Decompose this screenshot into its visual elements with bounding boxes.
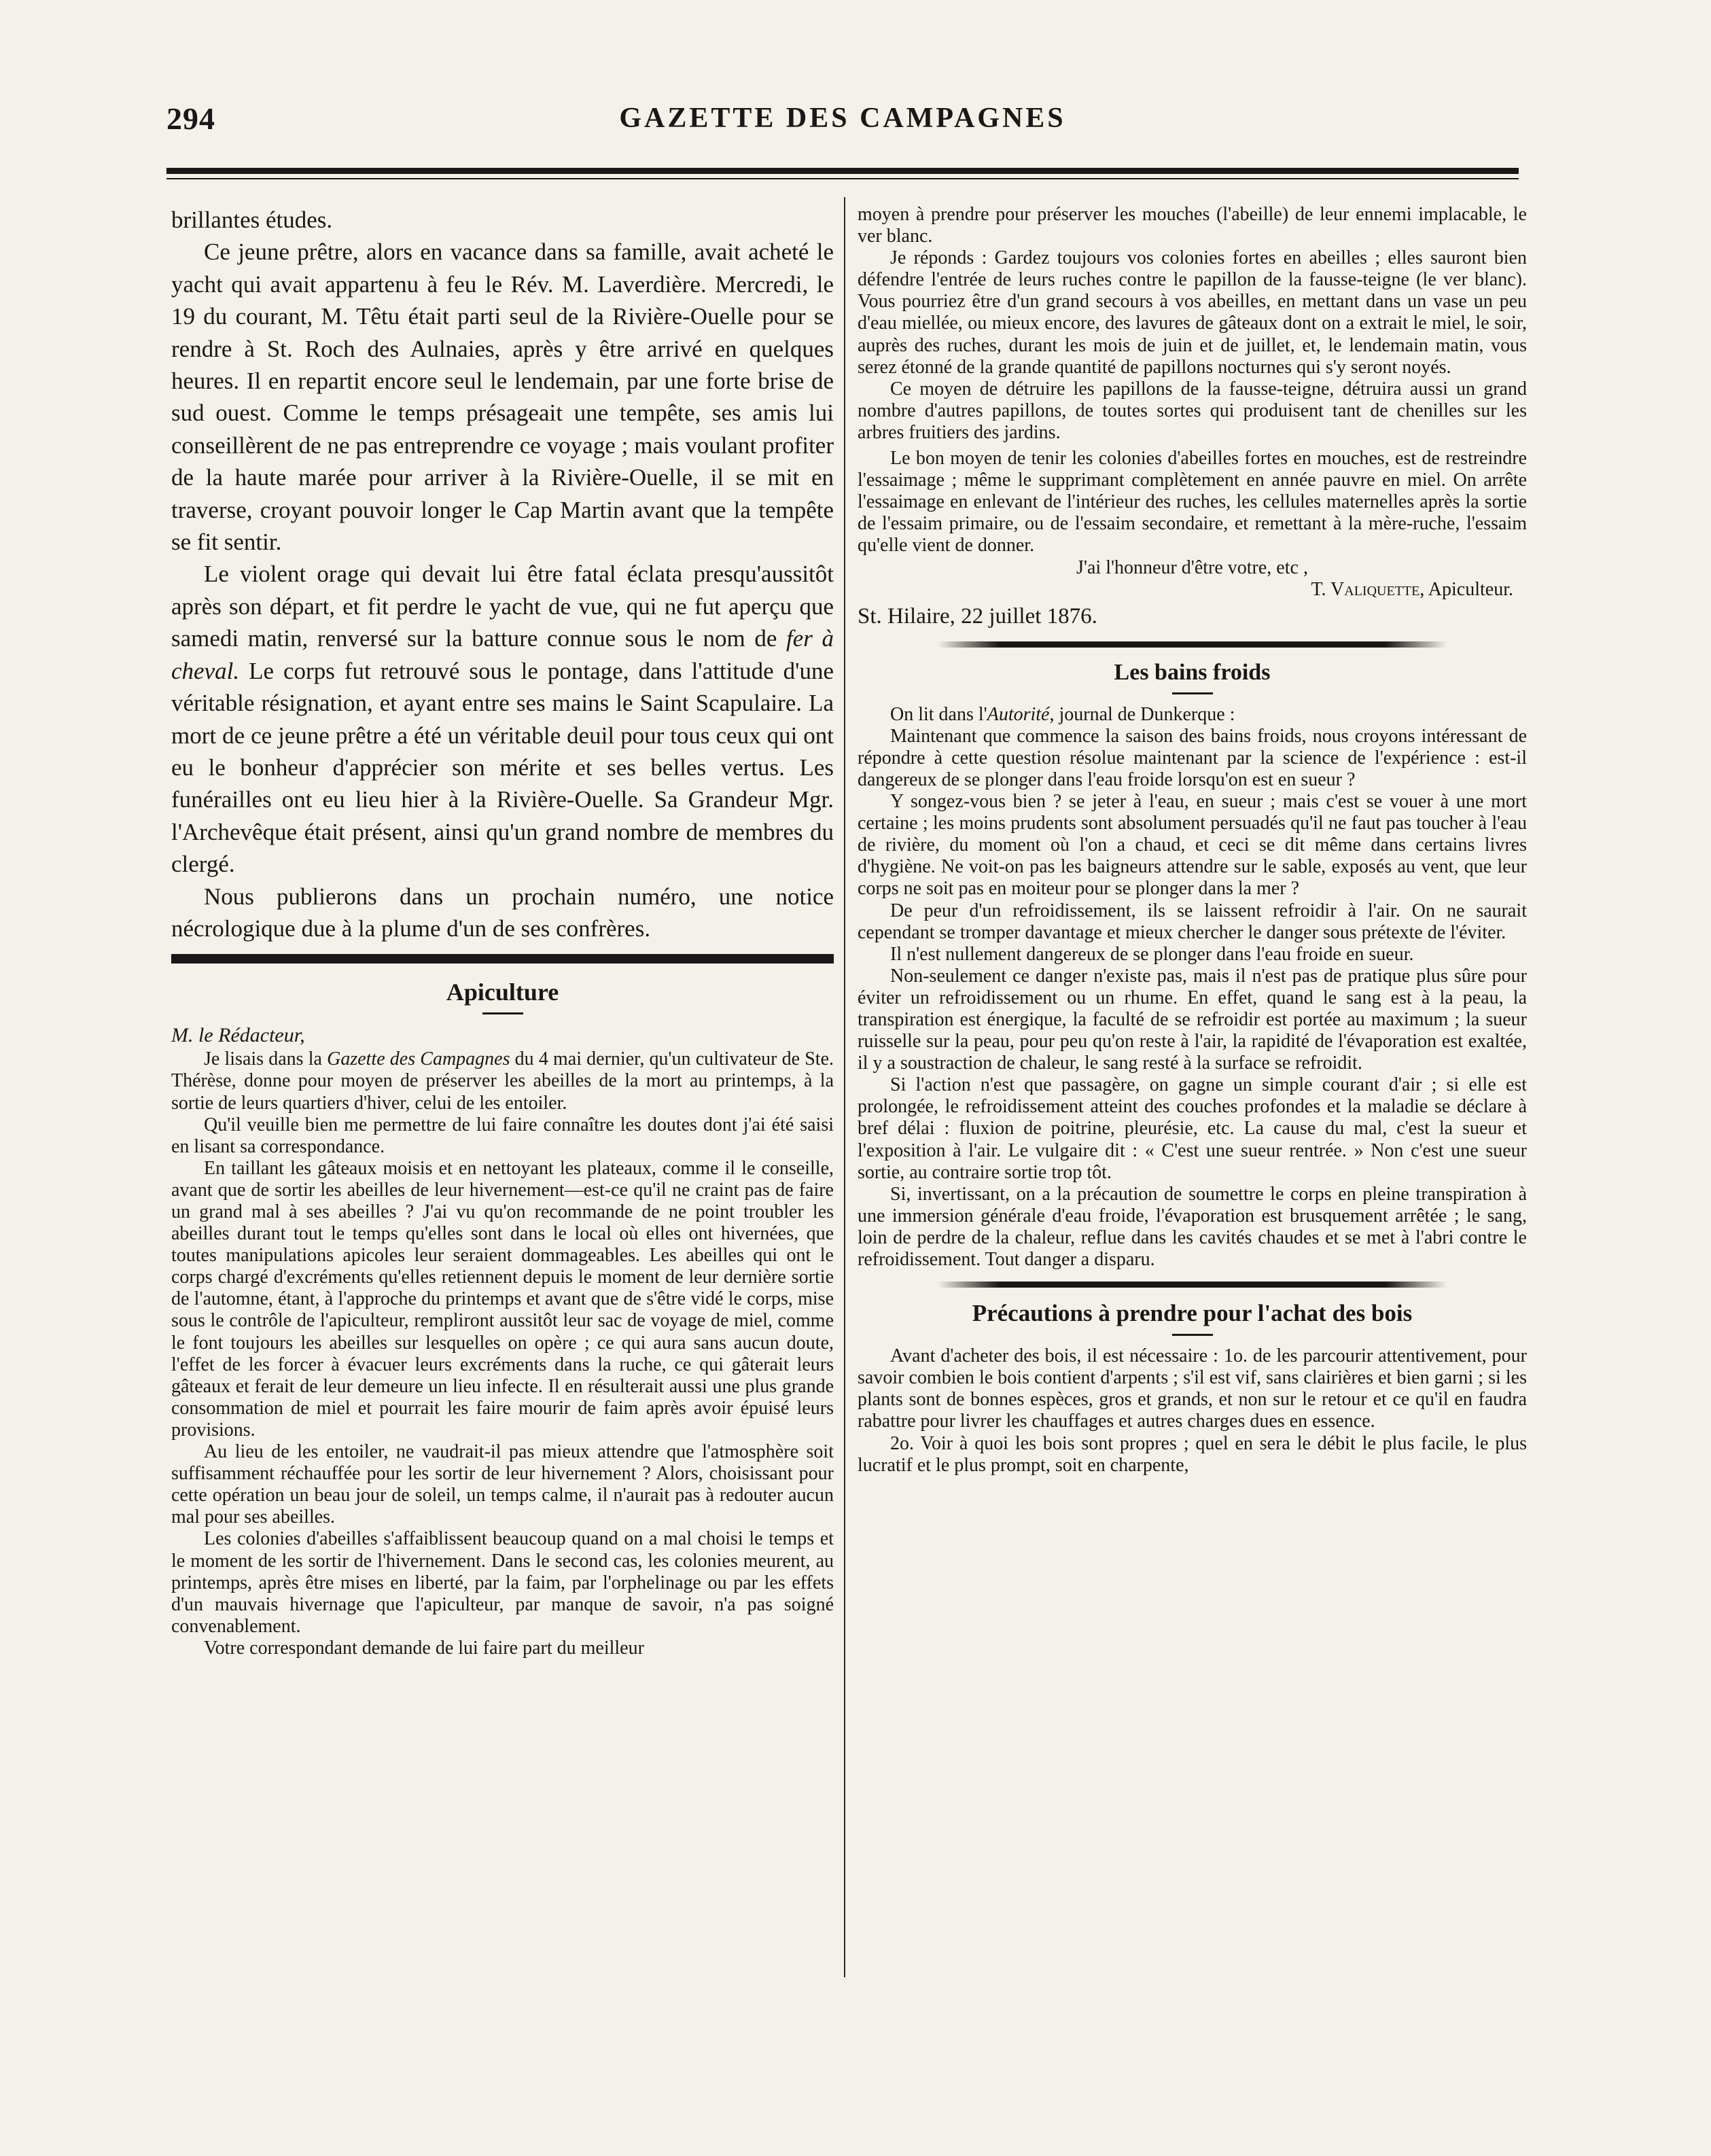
apiculture-article — [171, 974, 834, 1659]
paragraph: Au lieu de les entoiler, ne vaudrait-il pas mieux attendre que l'atmosphère soit suffisamment réchauffée pour les sortir de leur hivernement ? Alors, choisissant pour cette opération un beau jour de soleil, un temps calme, il n'aurait pas à redouter aucun mal pour ses abeilles. — [171, 1441, 834, 1528]
paragraph: Si l'action n'est que passagère, on gagne un simple courant d'air ; si elle est prolongée, le refroidissement atteint des couches profondes et la maladie se déclare à bref délai : fluxion de poitrine, pleurésie, etc. La cause du mal, c'est la sueur et l'exposition à l'air. Le vulgaire dit : « C'est une sueur rentrée. » Non c'est une sueur sortie, au contraire sortie trop tôt. — [858, 1074, 1527, 1183]
page-header — [166, 95, 1519, 149]
paragraph: Maintenant que commence la saison des bains froids, nous croyons intéressant de répondre à cette question résolue maintenant par la science de l'expérience : est-il dangereux de se plonger dans l'eau froide lorsqu'on est en sueur ? — [858, 725, 1527, 790]
paragraph: Non-seulement ce danger n'existe pas, mais il n'est pas de pratique plus sûre pour éviter un refroidissement ou un rhume. En effet, quand le sang est à la peau, la transpiration est énergique, la faculté de se refroidir est portée au maximum ; la sueur ruisselle sur la peau, pour peu qu'on reste à l'air, la rapidité de l'évaporation est exaltée, il y a soustraction de chaleur, le sang resté à la surface se refroidit. — [858, 965, 1527, 1074]
paragraph: Je réponds : Gardez toujours vos colonies fortes en abeilles ; elles sauront bien défendre l'entrée de leurs ruches contre le papillon de la fausse-teigne (le ver blanc). Vous pourriez être d'un grand secours à vos abeilles, en mettant dans un vase un peu d'eau miellée, ou mieux encore, des lavures de gâteaux dont on a extrait le miel, le soir, auprès des ruches, durant les mois de juin et de juillet, et, le lendemain matin, vous serez étonné de la grande quantité de papillons nocturnes qui s'y seront noyés. — [858, 247, 1527, 378]
paragraph: Y songez-vous bien ? se jeter à l'eau, en sueur ; mais c'est se vouer à une mort certaine ; les moins prudents sont absolument persuadés qu'il ne faut pas toucher à l'eau de rivière, du moment où l'on a chaud, et ceci se dit même dans certains livres d'hygiène. Ne voit-on pas les baigneurs attendre sur le sable, exposés au vent, que leur corps ne soit pas en moiteur pour se plonger dans la mer ? — [858, 791, 1527, 900]
paragraph: Qu'il veuille bien me permettre de lui faire connaître les doutes dont j'ai été saisi en lisant sa correspondance. — [171, 1114, 834, 1157]
left-column — [171, 204, 834, 1659]
paragraph: On lit dans l'Autorité, journal de Dunkerque : — [890, 703, 1235, 725]
paragraph: brillantes études. — [171, 207, 333, 233]
right-column — [858, 204, 1527, 1477]
paragraph: Si, invertissant, on a la précaution de soumettre le corps en pleine transpiration à une immersion générale d'eau froide, l'évaporation est brusquement arrêtée ; le sang, loin de perdre de la chaleur, reflue dans les cavités chaudes et se met à l'abri contre le refroidissement. Tout danger a disparu. — [858, 1183, 1527, 1271]
paragraph: Ce jeune prêtre, alors en vacance dans sa famille, avait acheté le yacht qui avait appartenu à feu le Rév. M. Laverdière. Mercredi, le 19 du courant, M. Têtu était parti seul de la Rivière-Ouelle pour se rendre à St. Roch des Aulnaies, après y être arrivé en quelques heures. Il en repartit encore seul le lendemain, par une forte brise de sud ouest. Comme le temps présageait une tempête, ses amis lui conseillèrent de ne pas entreprendre ce voyage ; mais voulant profiter de la haute marée pour arriver à la Rivière-Ouelle, il se mit en traverse, croyant pouvoir longer le Cap Martin avant que la tempête se fit sentir. — [171, 238, 834, 556]
paragraph: Avant d'acheter des bois, il est nécessaire : 1o. de les parcourir attentivement, pour savoir combien le bois contient d'arpents ; s'il est vif, sans clairières et bien garni ; si les plants sont de bonnes espèces, gros et grands, et non sur le retour et ce qu'il en faudra rabattre pour livrer les chauffages et autres charges dues en essence. — [858, 1345, 1527, 1432]
section-title-achat-bois: Précautions à prendre pour l'achat des bois — [972, 1300, 1413, 1327]
paragraph: Ce moyen de détruire les papillons de la fausse-teigne, détruira aussi un grand nombre d'autres papillons, de toutes sortes qui produisent tant de chenilles sur les arbres fruitiers des jardins. — [858, 378, 1527, 443]
letter-signoff: J'ai l'honneur d'être votre, etc , — [1076, 556, 1308, 578]
paragraph: moyen à prendre pour préserver les mouches (l'abeille) de leur ennemi implacable, le ver blanc. — [858, 204, 1527, 247]
paragraph: Le violent orage qui devait lui être fatal éclata presqu'aussitôt après son départ, et fit perdre le yacht de vue, qui ne fut aperçu que samedi matin, renversé sur la batture connue sous le nom de fer à cheval. Le corps fut retrouvé sous le pontage, dans l'attitude d'une véritable résignation, et ayant entre ses mains le Saint Scapulaire. La mort de ce jeune prêtre a été un véritable deuil pour tous ceux qui ont eu le bonheur d'apprécier son mérite et ses belles vertus. Les funérailles ont eu lieu hier à la Rivière-Ouelle. Sa Grandeur Mgr. l'Archevêque était présent, ainsi qu'un grand nombre de membres du clergé. — [171, 561, 834, 878]
section-separator — [938, 1282, 1447, 1288]
title-dash — [482, 1012, 523, 1014]
paragraph: Votre correspondant demande de lui faire part du meilleur — [204, 1637, 644, 1659]
achat-bois-article — [858, 1296, 1527, 1477]
bains-froids-article — [858, 656, 1527, 1271]
salutation: M. le Rédacteur, — [171, 1024, 305, 1047]
obituary-article — [171, 204, 834, 944]
italic-phrase: Gazette des Campagnes — [327, 1048, 510, 1070]
section-title-bains-froids: Les bains froids — [1114, 659, 1271, 685]
header-rule-thick — [166, 168, 1519, 174]
paragraph: En taillant les gâteaux moisis et en nettoyant les plateaux, comme il le conseille, avant que de sortir les abeilles de leur hivernement—est-ce qu'il ne craint pas de faire un grand mal à ses abeilles ? J'ai vu qu'on recommande de ne point troubler les abeilles durant tout le temps qu'elles sont dans le local où elles ont hivernées, que toutes manipulations apicoles leur seraient dommageables. Les abeilles qui ont le corps chargé d'excréments qu'elles retiennent depuis le moment de leur dernière sortie de l'automne, étant, à l'approche du printemps et avant que de s'être vidé le corps, mise sous le contrôle de l'apiculteur, rempliront aussitôt leur sac de voyage de miel, comme le font toujours les abeilles sur lesquelles on opère ; ce qui aura sans aucun doute, l'effet de les forcer à évacuer leurs excréments dans la ruche, ce qui gâterait leurs gâteaux et ferait de leur demeure un lieu infecte. Il en résulterait aussi une plus grande consommation de miel et pourrait les faire mourir de faim après avoir épuisé leurs provisions. — [171, 1157, 834, 1441]
apiculture-continued — [858, 204, 1527, 601]
paragraph: Il n'est nullement dangereux de se plonger dans l'eau froide en sueur. — [890, 943, 1414, 965]
italic-phrase: Autorité — [987, 703, 1050, 725]
header-rule-thin — [166, 178, 1519, 179]
place-date: St. Hilaire, 22 juillet 1876. — [858, 603, 1097, 629]
letter-signature: T. Valiquette, Apiculteur. — [1311, 578, 1513, 600]
section-separator — [171, 954, 834, 964]
journal-title: GAZETTE DES CAMPAGNES — [619, 103, 1066, 134]
title-dash — [1172, 1334, 1213, 1336]
page-number: 294 — [166, 101, 215, 136]
column-divider — [844, 197, 845, 1977]
title-dash — [1172, 692, 1213, 694]
paragraph: Les colonies d'abeilles s'affaiblissent beaucoup quand on a mal choisi le temps et le moment de les sortir de l'hivernement. Dans le second cas, les colonies meurent, au printemps, après être mises en liberté, par la faim, par l'orphelinage ou par les effets d'un mauvais hivernage que l'apiculteur, par manque de savoir, n'a pas soigné convenablement. — [171, 1528, 834, 1637]
paragraph: Le bon moyen de tenir les colonies d'abeilles fortes en mouches, est de restreindre l'essaimage ; même le supprimant complètement en année pauvre en miel. On arrête l'essaimage en enlevant de l'intérieur des ruches, les cellules maternelles après la sortie de l'essaim primaire, ou de l'essaim secondaire, et remettant à la mère-ruche, l'essaim qu'elle vient de donner. — [858, 448, 1527, 556]
paragraph: 2o. Voir à quoi les bois sont propres ; quel en sera le débit le plus facile, le plus lucratif et le plus prompt, soit en charpente, — [858, 1432, 1527, 1476]
section-title-apiculture: Apiculture — [446, 978, 559, 1006]
paragraph: Je lisais dans la Gazette des Campagnes du 4 mai dernier, qu'un cultivateur de Ste. Thérèse, donne pour moyen de préserver les abeilles de la mort au printemps, à la sortie de leurs quartiers d'hiver, celui de les entoiler. — [171, 1048, 834, 1114]
section-separator — [938, 641, 1447, 648]
paragraph: Nous publierons dans un prochain numéro, une notice nécrologique due à la plume d'un de ses confrères. — [171, 883, 834, 942]
paragraph: De peur d'un refroidissement, ils se laissent refroidir à l'air. On ne saurait cependant se tromper davantage et mieux chercher le danger sous prétexte de l'éviter. — [858, 900, 1527, 943]
italic-phrase: fer à cheval. — [171, 625, 834, 684]
